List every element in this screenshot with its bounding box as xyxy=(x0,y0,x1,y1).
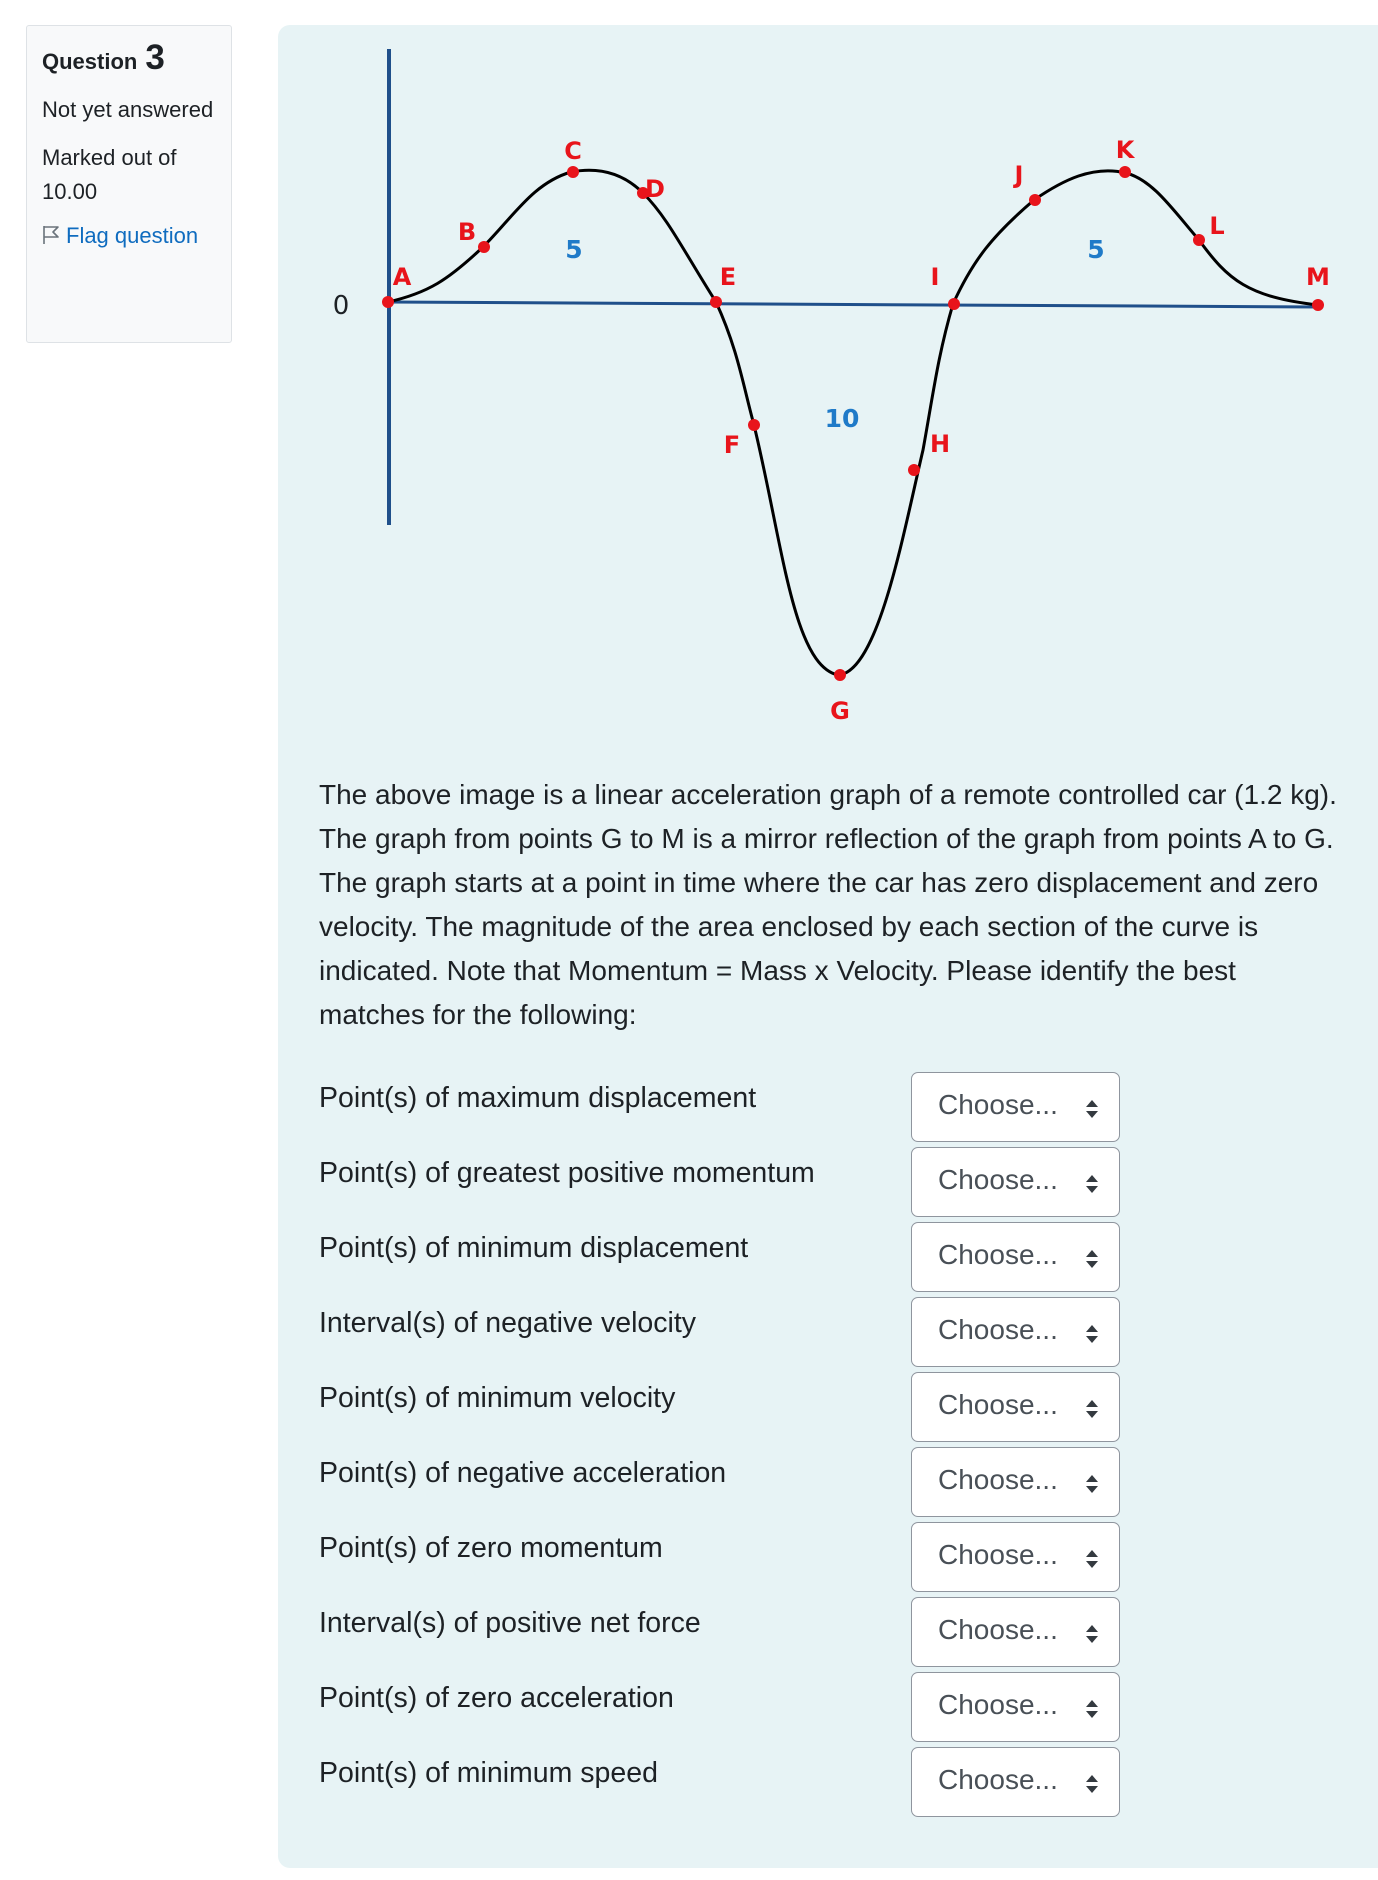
match-row xyxy=(319,1072,1319,1146)
label-K: K xyxy=(1115,136,1135,164)
match-select[interactable]: Choose... xyxy=(911,1597,1120,1667)
flag-question-label: Flag question xyxy=(66,223,199,248)
select-arrows-icon xyxy=(1085,1249,1099,1269)
match-select[interactable]: Choose... xyxy=(911,1147,1120,1217)
question-state: Not yet answered xyxy=(42,97,214,122)
label-H: H xyxy=(929,430,951,458)
match-select[interactable]: Choose... xyxy=(911,1222,1120,1292)
label-E: E xyxy=(719,263,737,291)
flag-question-link[interactable] xyxy=(42,219,216,253)
point-A xyxy=(382,296,394,308)
point-G xyxy=(834,669,846,681)
match-row xyxy=(319,1447,1319,1521)
area-label-2: 10 xyxy=(824,404,860,433)
match-select[interactable]: Choose... xyxy=(911,1747,1120,1817)
point-H xyxy=(908,464,920,476)
match-select[interactable]: Choose... xyxy=(911,1072,1120,1142)
label-F: F xyxy=(723,431,741,459)
point-F xyxy=(748,419,760,431)
origin-label: 0 xyxy=(332,291,350,321)
select-arrows-icon xyxy=(1085,1099,1099,1119)
label-M: M xyxy=(1306,263,1330,291)
match-row xyxy=(319,1597,1319,1671)
label-C: C xyxy=(564,137,582,165)
select-arrows-icon xyxy=(1085,1699,1099,1719)
label-B: B xyxy=(457,218,477,246)
point-L xyxy=(1193,234,1205,246)
label-I: I xyxy=(930,263,940,291)
select-arrows-icon xyxy=(1085,1774,1099,1794)
point-I xyxy=(948,298,960,310)
select-arrows-icon xyxy=(1085,1549,1099,1569)
match-row xyxy=(319,1222,1319,1296)
point-M xyxy=(1312,299,1324,311)
select-arrows-icon xyxy=(1085,1474,1099,1494)
match-label: Point(s) of negative acceleration xyxy=(319,1457,727,1489)
match-row xyxy=(319,1372,1319,1446)
match-row xyxy=(319,1147,1319,1221)
point-B xyxy=(478,241,490,253)
question-info-panel xyxy=(26,25,232,343)
match-label: Interval(s) of positive net force xyxy=(319,1607,701,1639)
point-E xyxy=(710,296,722,308)
point-C xyxy=(567,166,579,178)
match-label: Point(s) of maximum displacement xyxy=(319,1082,757,1114)
label-A: A xyxy=(392,263,412,291)
point-K xyxy=(1119,166,1131,178)
match-select[interactable]: Choose... xyxy=(911,1372,1120,1442)
question-text: The above image is a linear acceleration graph of a remote controlled car (1.2 kg). The graph from points G to M is a mirror reflection of the graph from points A to G. The graph starts at a point in time where the car has zero displacement and zero velocity. The magnitude of the area enclosed by each section of the curve is indicated. Note that Momentum = Mass x Velocity. Please identify the best matches for the following: xyxy=(319,779,1337,1030)
match-select[interactable]: Choose... xyxy=(911,1447,1120,1517)
label-J: J xyxy=(1014,161,1024,189)
area-label-1: 5 xyxy=(565,235,583,264)
match-row xyxy=(319,1747,1319,1821)
area-label-3: 5 xyxy=(1087,235,1105,264)
label-L: L xyxy=(1209,212,1225,240)
label-G: G xyxy=(830,697,850,725)
question-grade: Marked out of 10.00 xyxy=(42,145,177,204)
select-arrows-icon xyxy=(1085,1624,1099,1644)
match-label: Point(s) of minimum displacement xyxy=(319,1232,749,1264)
match-select[interactable]: Choose... xyxy=(911,1672,1120,1742)
match-label: Point(s) of zero momentum xyxy=(319,1532,663,1564)
match-label: Point(s) of minimum speed xyxy=(319,1757,658,1789)
match-select[interactable]: Choose... xyxy=(911,1522,1120,1592)
match-row xyxy=(319,1297,1319,1371)
match-row xyxy=(319,1522,1319,1596)
match-row xyxy=(319,1672,1319,1746)
question-number: Question 3 xyxy=(42,38,165,77)
match-select[interactable]: Choose... xyxy=(911,1297,1120,1367)
select-arrows-icon xyxy=(1085,1174,1099,1194)
label-D: D xyxy=(645,175,665,203)
match-label: Point(s) of greatest positive momentum xyxy=(319,1157,815,1189)
x-axis xyxy=(387,302,1319,307)
point-J xyxy=(1029,194,1041,206)
question-content xyxy=(278,25,1378,1868)
acceleration-graph xyxy=(278,25,1378,745)
match-label: Interval(s) of negative velocity xyxy=(319,1307,696,1339)
flag-icon xyxy=(42,225,60,245)
select-arrows-icon xyxy=(1085,1324,1099,1344)
match-label: Point(s) of minimum velocity xyxy=(319,1382,676,1414)
select-arrows-icon xyxy=(1085,1399,1099,1419)
match-label: Point(s) of zero acceleration xyxy=(319,1682,674,1714)
